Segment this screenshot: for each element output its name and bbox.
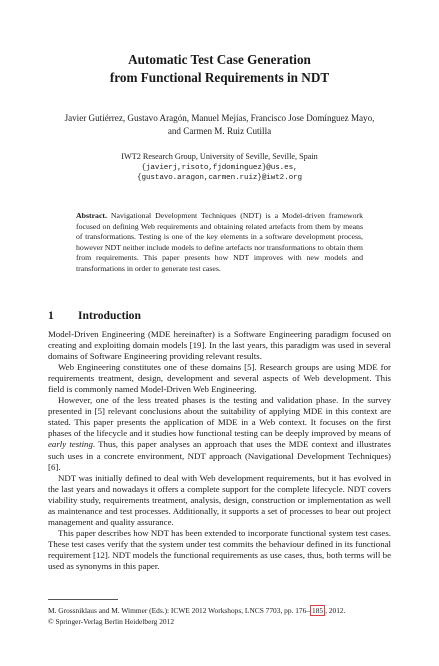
- paragraph-4: NDT was initially defined to deal with Web development requirements, but it has evolved in the last years and nowadays it offers a complete support for the complete lifecycle. NDT covers viability study, requirements treatment, analysis, design, construction or implementation as well as maintenance and test processes. Additionally, it supports a set of processes to bear out project management and quality assurance.: [48, 472, 391, 527]
- paper-title: [40, 51, 399, 87]
- affiliation-org: IWT2 Research Group, University of Seville, Seville, Spain: [121, 152, 318, 161]
- footer-citation-text: M. Grossniklaus and M. Wimmer (Eds.): ICWE 2012 Workshops, LNCS 7703, pp. 176–: [48, 606, 311, 615]
- paragraph-5: This paper describes how NDT has been extended to incorporate functional system test cases. These test cases verify that the system under test commits the behaviour defined in its functional requirement [12]. NDT models the functional requirements as use cases, thus, both terms will be used as synonyms in this paper.: [48, 527, 391, 571]
- footer-citation: [48, 606, 391, 617]
- body-text: [48, 329, 391, 572]
- paragraph-3: [48, 395, 391, 472]
- authors-line-2: and Carmen M. Ruiz Cutilla: [167, 126, 272, 136]
- title-line-1: Automatic Test Case Generation: [128, 52, 311, 67]
- section-heading: [48, 309, 141, 322]
- paragraph-3-part-2: . Thus, this paper analyses an approach that uses the MDE context and illustrates such uses in a concrete environment, NDT approach (Navigational Development Techniques)[6].: [48, 439, 391, 472]
- affiliation-email-2: {gustavo.aragon,carmen.ruiz}@iwt2.org: [137, 174, 302, 183]
- footer-citation-year: , 2012.: [325, 606, 346, 615]
- title-line-2: from Functional Requirements in NDT: [109, 70, 330, 85]
- footer-end-page-link[interactable]: 185: [312, 606, 324, 615]
- paragraph-1: Model-Driven Engineering (MDE hereinafter) is a Software Engineering paradigm focused on creating and exploiting domain models [19]. In the last years, this paradigm was used in several domains of Software Engineering providing relevant results.: [48, 329, 391, 362]
- abstract-label: Abstract.: [76, 211, 107, 220]
- footer: [48, 606, 391, 627]
- authors-line-1: Javier Gutiérrez, Gustavo Aragón, Manuel Mejías, Francisco Jose Domínguez Mayo,: [64, 113, 375, 123]
- footer-rule: [48, 599, 118, 600]
- author-list: [40, 112, 399, 138]
- abstract: [76, 211, 363, 275]
- paragraph-2: Web Engineering constitutes one of these domains [5]. Research groups are using MDE for requirements treatment, design, development and several aspects of Web development. This field is commonly named Model-Driven Web Engineering.: [48, 362, 391, 395]
- affiliation: [40, 152, 399, 184]
- affiliation-email-1: {javierj,risoto,fjdominguez}@us.es,: [141, 163, 298, 172]
- section-title: Introduction: [78, 309, 141, 322]
- abstract-text: Navigational Development Techniques (NDT) is a Model-driven framework focused on defining Web requirements and obtaining related artefacts from them by means of transformations. Testing is one of the key elements in a software development process, however NDT neither include models to define artefacts nor transformations to obtain them from requirements. This paper presents how NDT improves with new models and transformations in order to generate test cases.: [76, 211, 364, 273]
- paragraph-3-part-1: However, one of the less treated phases is the testing and validation phase. In the survey presented in [5] relevant conclusions about the suitability of applying MDE in this context are stated. This paper presents the application of MDE in a Web context. It focuses on the first phases of the lifecycle and it studies how functional testing can be deeply improved by means of: [48, 395, 391, 439]
- footer-copyright: © Springer-Verlag Berlin Heidelberg 2012: [48, 616, 175, 626]
- paragraph-3-emphasis: early testing: [48, 439, 93, 450]
- section-number: 1: [48, 309, 54, 322]
